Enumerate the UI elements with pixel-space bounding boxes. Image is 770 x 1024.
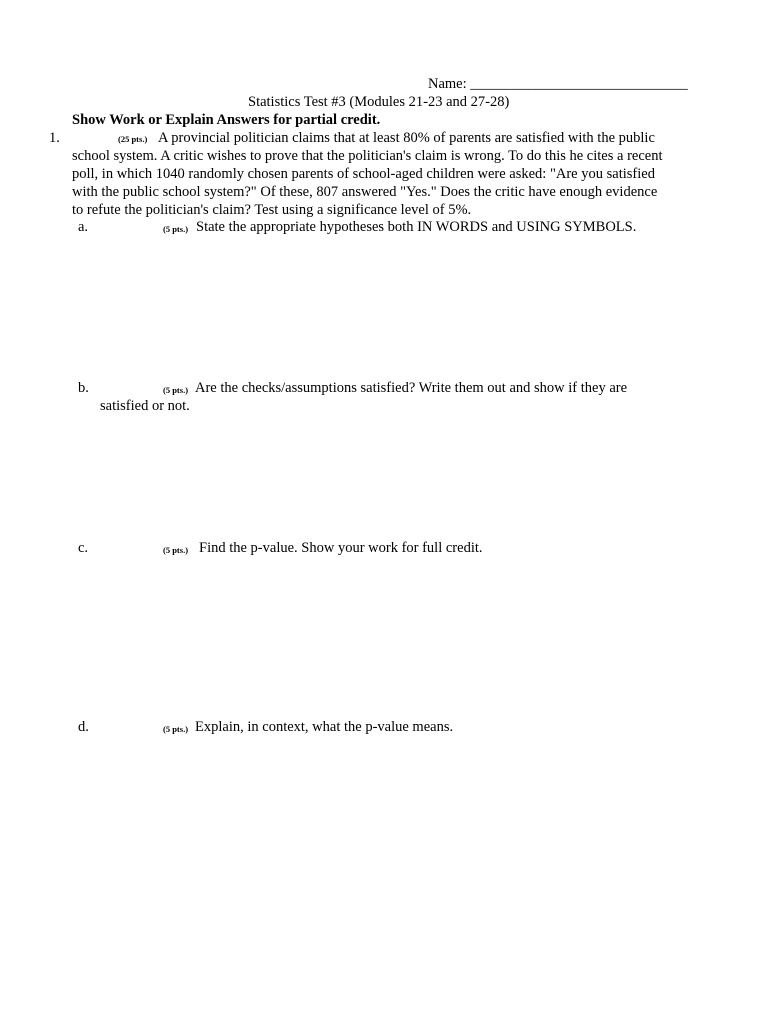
part-text: State the appropriate hypotheses both IN WORDS and USING SYMBOLS. — [196, 219, 637, 235]
part-text: Explain, in context, what the p-value means. — [195, 719, 454, 735]
part-text-continued: satisfied or not. — [100, 398, 190, 414]
question-number: 1. — [49, 130, 60, 146]
part-letter: b. — [78, 380, 89, 396]
part-letter: d. — [78, 719, 89, 735]
part-letter: a. — [78, 219, 89, 235]
question-text-line: with the public school system?" Of these, 807 answered "Yes." Does the critic have enough evidence — [72, 184, 658, 200]
question-text-line: A provincial politician claims that at least 80% of parents are satisfied with the public — [158, 130, 655, 146]
question-text-line: poll, in which 1040 randomly chosen parents of school-aged children were asked: "Are you satisfied — [72, 166, 655, 182]
part-text: Find the p-value. Show your work for full credit. — [199, 540, 483, 556]
question-text-line: school system. A critic wishes to prove that the politician's claim is wrong. To do this he cites a recent — [72, 148, 663, 164]
part-points: (5 pts.) — [163, 724, 189, 734]
part-points: (5 pts.) — [163, 545, 189, 555]
question-points: (25 pts.) — [118, 134, 148, 144]
question-text-line: to refute the politician's claim? Test using a significance level of 5%. — [72, 202, 472, 218]
part-points: (5 pts.) — [163, 224, 189, 234]
part-text: Are the checks/assumptions satisfied? Write them out and show if they are — [195, 380, 628, 396]
part-letter: c. — [78, 540, 89, 556]
page-title: Statistics Test #3 (Modules 21-23 and 27-28) — [248, 94, 510, 110]
instructions: Show Work or Explain Answers for partial credit. — [72, 112, 381, 128]
part-points: (5 pts.) — [163, 385, 189, 395]
name-field-label: Name: ______________________________ — [428, 76, 688, 92]
